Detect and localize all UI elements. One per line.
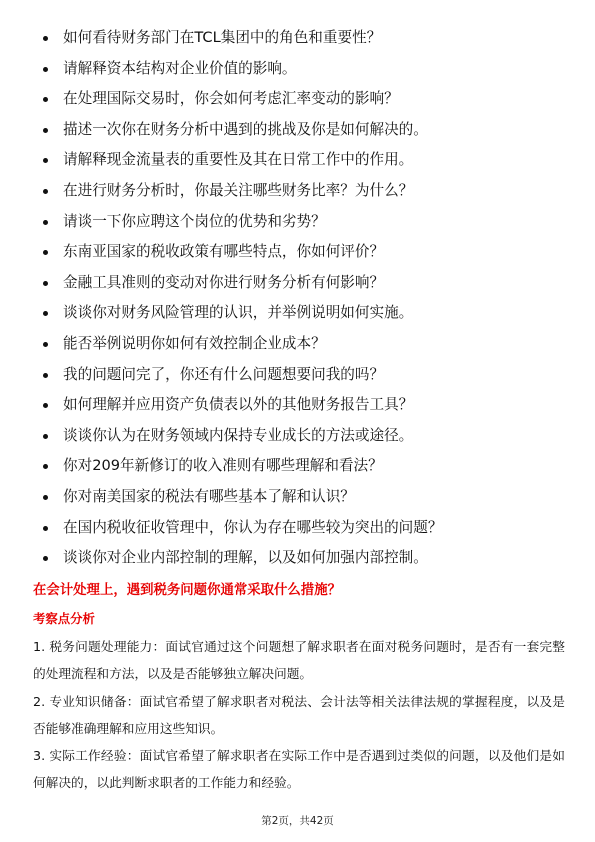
bullet-icon bbox=[43, 556, 48, 561]
analysis-heading: 考察点分析 bbox=[33, 611, 95, 626]
bullet-icon bbox=[43, 158, 48, 163]
question-text: 金融工具准则的变动对你进行财务分析有何影响？ bbox=[63, 273, 385, 291]
bullet-icon bbox=[43, 464, 48, 469]
page-number-footer: 第2页，共42页 bbox=[261, 815, 334, 827]
bullet-icon bbox=[43, 36, 48, 41]
question-text: 你对209年新修订的收入准则有哪些理解和看法？ bbox=[63, 457, 383, 475]
list-item bbox=[0, 145, 595, 176]
bullet-icon bbox=[43, 311, 48, 316]
question-text: 在进行财务分析时，你最关注哪些财务比率？为什么？ bbox=[63, 181, 414, 199]
question-text: 请解释资本结构对企业价值的影响。 bbox=[63, 59, 297, 77]
question-text: 谈谈你对企业内部控制的理解，以及如何加强内部控制。 bbox=[63, 549, 428, 567]
bullet-icon bbox=[43, 281, 48, 286]
question-text: 我的问题问完了，你还有什么问题想要问我的吗？ bbox=[63, 365, 385, 383]
bullet-icon bbox=[43, 128, 48, 133]
list-item bbox=[0, 84, 595, 115]
list-item bbox=[0, 451, 595, 482]
list-item bbox=[0, 115, 595, 146]
list-item bbox=[0, 237, 595, 268]
question-text: 如何看待财务部门在TCL集团中的角色和重要性？ bbox=[63, 29, 382, 46]
bullet-icon bbox=[43, 434, 48, 439]
analysis-point: 1. 税务问题处理能力：面试官通过这个问题想了解求职者在面对税务问题时，是否有一套完整的处理流程和方法，以及是否能够独立解决问题。 bbox=[33, 639, 565, 682]
question-text: 在处理国际交易时，你会如何考虑汇率变动的影响？ bbox=[63, 90, 399, 108]
question-text: 在国内税收征收管理中，你认为存在哪些较为突出的问题？ bbox=[63, 518, 443, 536]
list-item bbox=[0, 421, 595, 452]
bullet-icon bbox=[43, 403, 48, 408]
bullet-icon bbox=[43, 495, 48, 500]
question-text: 能否举例说明你如何有效控制企业成本？ bbox=[63, 334, 326, 352]
list-item bbox=[0, 329, 595, 360]
list-item bbox=[0, 360, 595, 391]
question-text: 你对南美国家的税法有哪些基本了解和认识？ bbox=[63, 487, 355, 505]
question-text: 如何理解并应用资产负债表以外的其他财务报告工具？ bbox=[63, 396, 414, 414]
featured-question-heading: 在会计处理上，遇到税务问题你通常采取什么措施？ bbox=[33, 583, 341, 598]
bullet-icon bbox=[43, 97, 48, 102]
bullet-icon bbox=[43, 342, 48, 347]
list-item bbox=[0, 513, 595, 544]
list-item bbox=[0, 268, 595, 299]
question-text: 东南亚国家的税收政策有哪些特点，你如何评价？ bbox=[63, 243, 385, 261]
analysis-point: 3. 实际工作经验：面试官希望了解求职者在实际工作中是否遇到过类似的问题，以及他们是如何解决的，以此判断求职者的工作能力和经验。 bbox=[33, 748, 565, 791]
analysis-point: 2. 专业知识储备：面试官希望了解求职者对税法、会计法等相关法律法规的掌握程度，以及是否能够准确理解和应用这些知识。 bbox=[33, 693, 565, 736]
question-text: 请谈一下你应聘这个岗位的优势和劣势？ bbox=[63, 212, 326, 230]
bullet-icon bbox=[43, 220, 48, 225]
list-item bbox=[0, 298, 595, 329]
analysis-section bbox=[33, 633, 565, 797]
list-item bbox=[0, 23, 595, 54]
question-text: 请解释现金流量表的重要性及其在日常工作中的作用。 bbox=[63, 151, 414, 169]
list-item bbox=[0, 543, 595, 574]
question-text: 描述一次你在财务分析中遇到的挑战及你是如何解决的。 bbox=[63, 120, 428, 138]
list-item bbox=[0, 54, 595, 85]
bullet-icon bbox=[43, 373, 48, 378]
bullet-icon bbox=[43, 250, 48, 255]
question-list bbox=[0, 23, 595, 574]
list-item bbox=[0, 390, 595, 421]
list-item bbox=[0, 207, 595, 238]
question-text: 谈谈你对财务风险管理的认识，并举例说明如何实施。 bbox=[63, 304, 414, 322]
list-item bbox=[0, 176, 595, 207]
bullet-icon bbox=[43, 526, 48, 531]
list-item bbox=[0, 482, 595, 513]
bullet-icon bbox=[43, 189, 48, 194]
question-text: 谈谈你认为在财务领域内保持专业成长的方法或途径。 bbox=[63, 426, 414, 444]
bullet-icon bbox=[43, 67, 48, 72]
